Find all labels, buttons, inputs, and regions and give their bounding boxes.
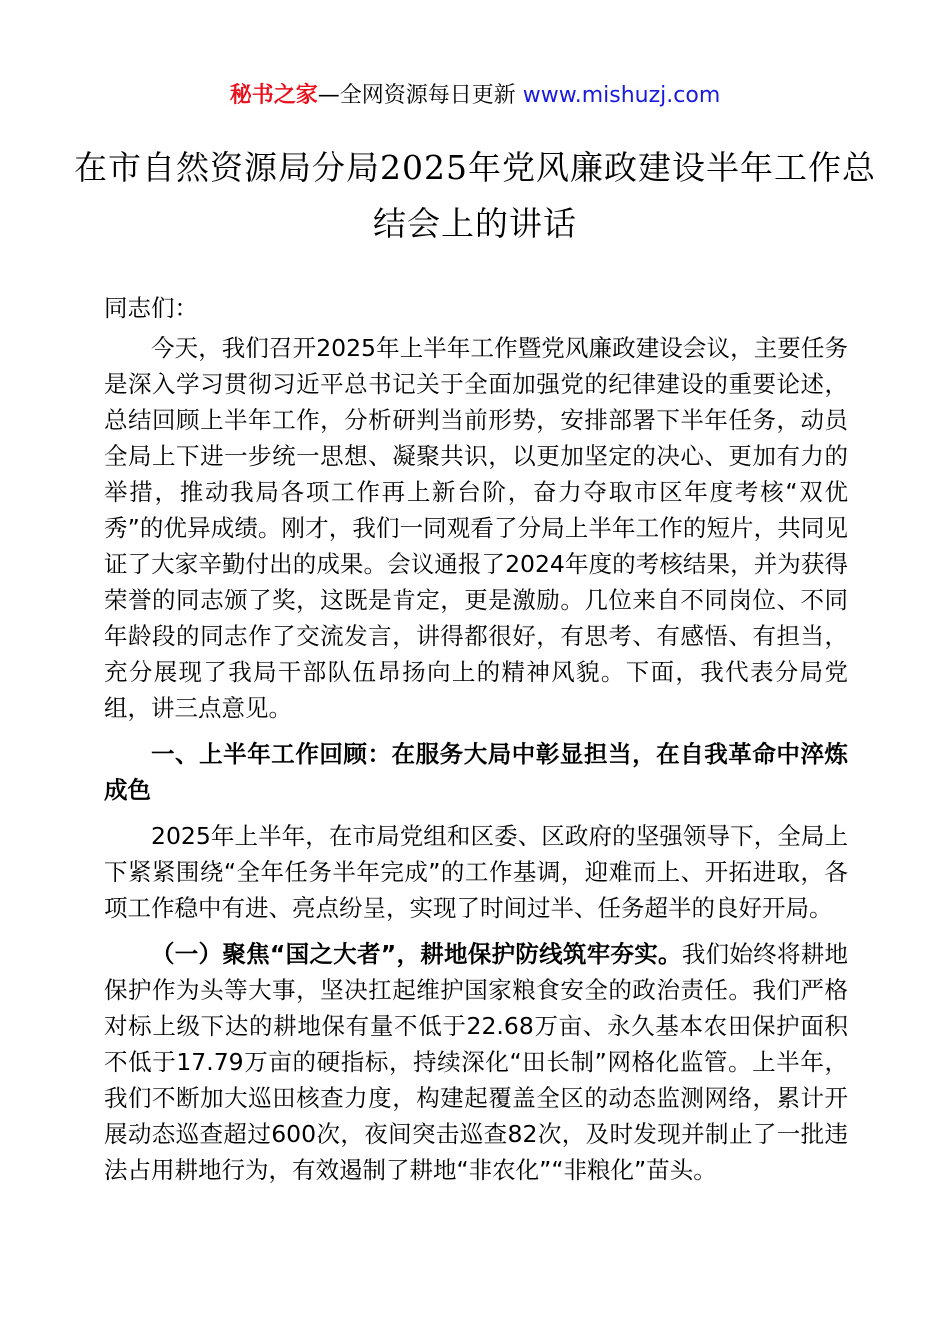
site-brand[interactable]: 秘书之家: [229, 83, 318, 108]
site-url-link[interactable]: www.mishuzj.com: [522, 83, 721, 108]
section-1-intro-paragraph: 2025年上半年，在市局党组和区委、区政府的坚强领导下，全局上下紧紧围绕“全年任务半年完成”的工作基调，迎难而上、开拓进取，各项工作稳中有进、亮点纷呈，实现了时间过半、任务超半的良好开局。: [104, 822, 848, 922]
document-body: [104, 290, 848, 1198]
document-title: 在市自然资源局分局2025年党风廉政建设半年工作总结会上的讲话: [74, 148, 876, 243]
opening-paragraph: 今天，我们召开2025年上半年工作暨党风廉政建设会议，主要任务是深入学习贯彻习近平总书记关于全面加强党的纪律建设的重要论述，总结回顾上半年工作，分析研判当前形势，安排部署下半年任务，动员全局上下进一步统一思想、凝聚共识，以更加坚定的决心、更加有力的举措，推动我局各项工作再上新台阶，奋力夺取市区年度考核“双优秀”的优异成绩。刚才，我们一同观看了分局上半年工作的短片，共同见证了大家辛勤付出的成果。会议通报了2024年度的考核结果，并为获得荣誉的同志颁了奖，这既是肯定，更是激励。几位来自不同岗位、不同年龄段的同志作了交流发言，讲得都很好，有思考、有感悟、有担当，充分展现了我局干部队伍昂扬向上的精神风貌。下面，我代表分局党组，讲三点意见。: [104, 334, 848, 722]
site-tagline: —全网资源每日更新: [317, 83, 523, 108]
subsection-1-paragraph: [104, 936, 848, 1188]
subsection-1-text: 我们始终将耕地保护作为头等大事，坚决扛起维护国家粮食安全的政治责任。我们严格对标上级下达的耕地保有量不低于22.68万亩、永久基本农田保护面积不低于17.79万亩的硬指标，持续深化“田长制”网格化监管。上半年，我们不断加大巡田核查力度，构建起覆盖全区的动态监测网络，累计开展动态巡查超过600次，夜间突击巡查82次，及时发现并制止了一批违法占用耕地行为，有效遏制了耕地“非农化”“非粮化”苗头。: [104, 940, 849, 1184]
site-header: [0, 80, 950, 112]
section-heading-1: 一、上半年工作回顾：在服务大局中彰显担当，在自我革命中淬炼成色: [104, 740, 848, 804]
subsection-1-lead: （一）聚焦“国之大者”，耕地保护防线筑牢夯实。: [151, 940, 682, 968]
salutation: 同志们：: [104, 294, 198, 322]
